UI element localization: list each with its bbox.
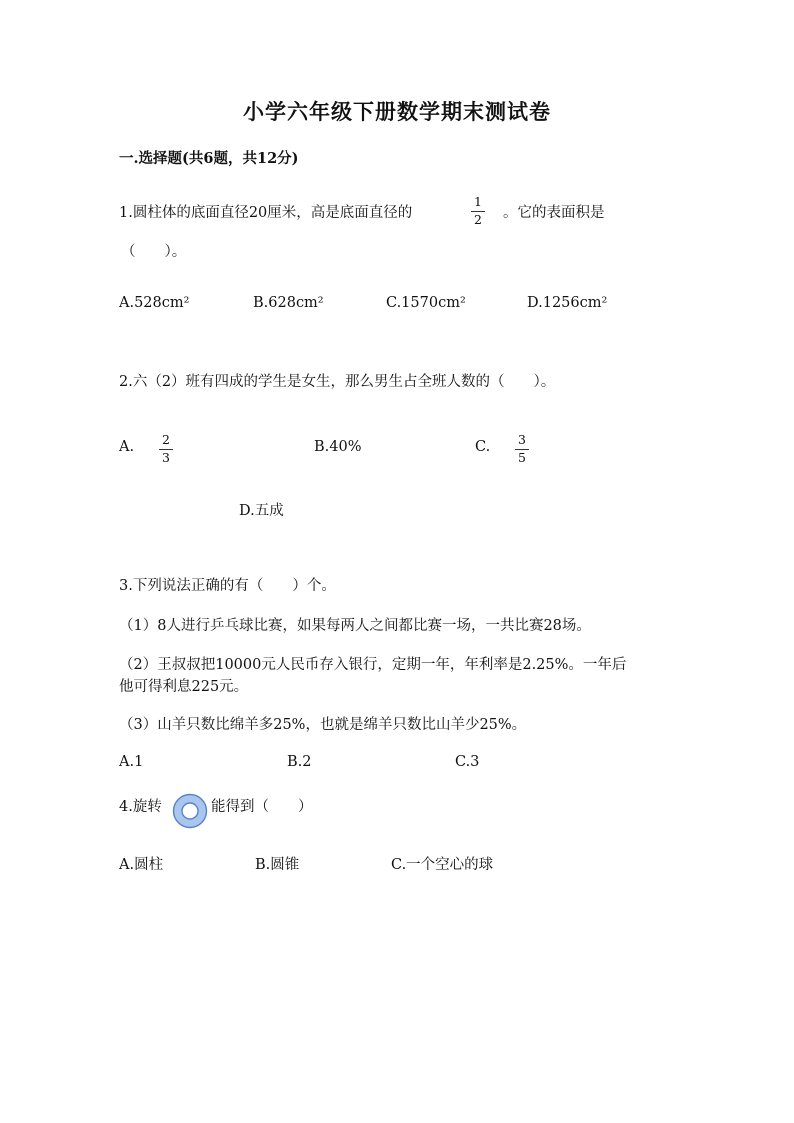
q1-answer-blank: （ ）。 — [121, 244, 187, 260]
q1-fraction — [471, 196, 485, 226]
q1-text-part2: 。它的表面积是 — [503, 205, 605, 221]
q2-option-a-numerator: 2 — [162, 432, 170, 447]
q2-option-a-fraction — [159, 434, 173, 464]
q3-statement-2-line2: 他可得利息225元。 — [119, 679, 249, 695]
q2-option-c-numerator: 3 — [518, 432, 526, 447]
ring-inner-hole — [182, 803, 198, 819]
q1-text-part1: 1.圆柱体的底面直径20厘米，高是底面直径的 — [119, 205, 413, 221]
q2-option-b: B.40% — [314, 439, 362, 455]
q4-text-part2: 能得到（ ） — [211, 799, 313, 815]
q2-option-a-denominator: 3 — [162, 449, 170, 465]
q3-statement-3: （3）山羊只数比绵羊多25%，也就是绵羊只数比山羊少25%。 — [119, 717, 527, 733]
q2-text: 2.六（2）班有四成的学生是女生，那么男生占全班人数的（ ）。 — [119, 374, 556, 390]
q3-option-c: C.3 — [455, 754, 480, 770]
q1-option-c: C.1570cm² — [386, 295, 466, 311]
q3-statement-1: （1）8人进行乒乓球比赛，如果每两人之间都比赛一场，一共比赛28场。 — [119, 618, 591, 634]
q2-option-d: D.五成 — [239, 503, 284, 519]
q4-text-part1: 4.旋转 — [119, 799, 162, 815]
q3-option-a: A.1 — [119, 754, 144, 770]
page-title: 小学六年级下册数学期末测试卷 — [243, 99, 551, 124]
q2-option-c-label: C. — [475, 439, 491, 455]
ring-shape-image — [172, 793, 208, 829]
q3-text: 3.下列说法正确的有（ ）个。 — [119, 578, 336, 594]
q4-option-c: C.一个空心的球 — [391, 857, 494, 873]
section-heading: 一.选择题(共6题，共12分) — [119, 150, 299, 167]
q2-option-c-denominator: 5 — [518, 449, 526, 465]
q1-option-a: A.528cm² — [119, 295, 190, 311]
q3-statement-2-line1: （2）王叔叔把10000元人民币存入银行，定期一年，年利率是2.25%。一年后 — [119, 657, 627, 673]
q1-option-d: D.1256cm² — [527, 295, 608, 311]
q4-option-b: B.圆锥 — [255, 857, 300, 873]
q1-fraction-denominator: 2 — [474, 211, 482, 227]
q2-option-a-label: A. — [119, 439, 135, 455]
q4-option-a: A.圆柱 — [119, 857, 164, 873]
q3-option-b: B.2 — [287, 754, 312, 770]
q2-option-c-fraction — [515, 434, 529, 464]
q1-fraction-numerator: 1 — [474, 194, 482, 209]
q1-option-b: B.628cm² — [253, 295, 324, 311]
